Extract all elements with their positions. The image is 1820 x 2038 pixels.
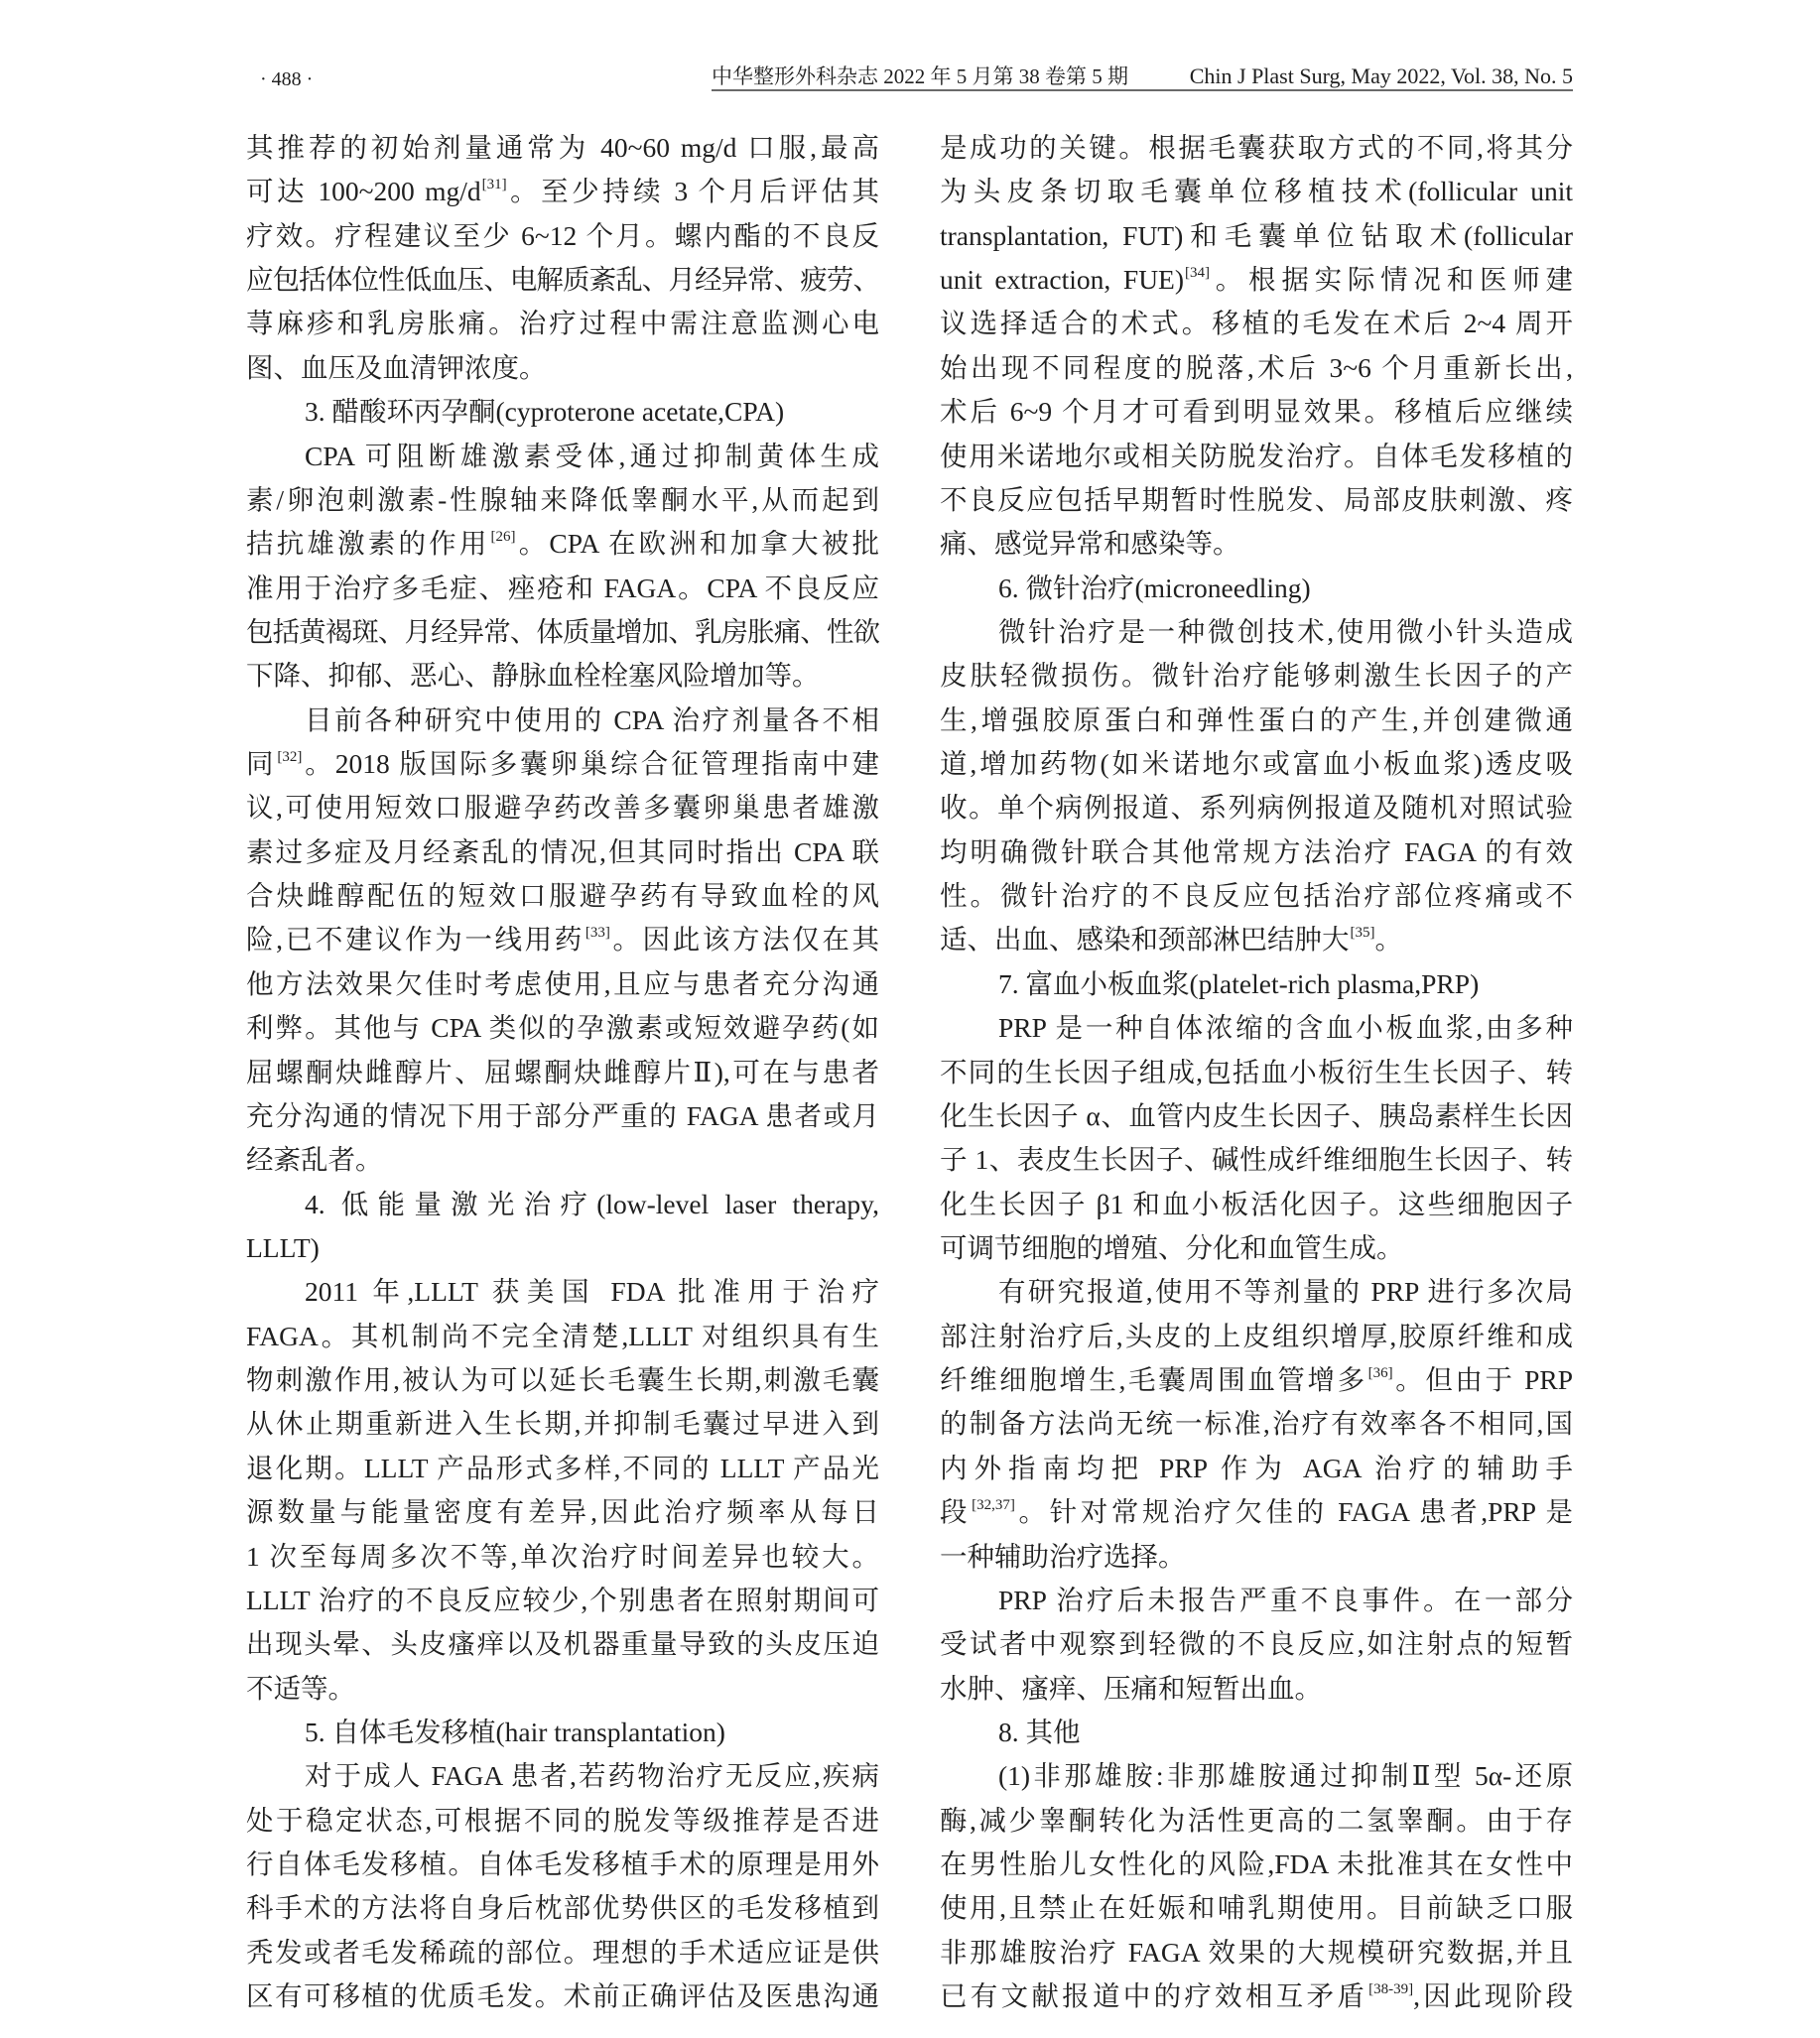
text-line bbox=[246, 302, 879, 345]
line-text: 准用于治疗多毛症、痤疮和 FAGA。CPA 不良反应 bbox=[246, 572, 879, 603]
left-column bbox=[246, 126, 879, 2018]
line-text: 6. 微针治疗(microneedling) bbox=[998, 572, 1311, 603]
paragraph bbox=[246, 1754, 879, 2018]
line-text: 收。单个病例报道、系列病例报道及随机对照试验 bbox=[940, 792, 1573, 824]
line-text: 议选择适合的术式。移植的毛发在术后 2~4 周开 bbox=[940, 308, 1573, 339]
text-line bbox=[940, 1711, 1573, 1754]
text-line bbox=[940, 830, 1573, 874]
line-text: 4. 低能量激光治疗(low-level laser therapy, bbox=[305, 1188, 879, 1219]
text-line bbox=[246, 1535, 879, 1579]
text-line bbox=[246, 126, 879, 170]
line-text: 有研究报道,使用不等剂量的 PRP 进行多次局 bbox=[998, 1276, 1573, 1308]
line-text: 性。微针治疗的不良反应包括治疗部位疼痛或不 bbox=[940, 880, 1573, 912]
line-text: 包括黄褐斑、月经异常、体质量增加、乳房胀痛、性欲 bbox=[246, 615, 879, 647]
line-text: 道,增加药物(如米诺地尔或富血小板血浆)透皮吸 bbox=[940, 748, 1573, 780]
text-line bbox=[940, 258, 1573, 302]
line-text: 。CPA 在欧洲和加拿大被批 bbox=[515, 528, 879, 560]
text-line bbox=[940, 1622, 1573, 1666]
line-text: 化生长因子 β1 和血小板活化因子。这些细胞因子 bbox=[940, 1188, 1573, 1219]
text-line bbox=[940, 1183, 1573, 1226]
line-text: 8. 其他 bbox=[998, 1716, 1081, 1747]
text-line bbox=[246, 962, 879, 1006]
citation-superscript: [32] bbox=[277, 749, 303, 766]
line-text: 从休止期重新进入生长期,并抑制毛囊过早进入到 bbox=[246, 1408, 879, 1440]
text-line bbox=[940, 1315, 1573, 1358]
text-line bbox=[246, 1183, 879, 1226]
section-heading bbox=[940, 567, 1573, 610]
text-line bbox=[246, 1051, 879, 1094]
line-text: ,因此现阶段 bbox=[1413, 1980, 1573, 2012]
text-line bbox=[246, 258, 879, 302]
line-text: 使用米诺地尔或相关防脱发治疗。自体毛发移植的 bbox=[940, 440, 1573, 471]
line-text: 一种辅助治疗选择。 bbox=[940, 1540, 1186, 1572]
text-line bbox=[940, 302, 1573, 345]
text-line bbox=[246, 1270, 879, 1314]
text-line bbox=[246, 1843, 879, 1886]
line-text: 。针对常规治疗欠佳的 FAGA 患者,PRP 是 bbox=[1014, 1496, 1573, 1528]
line-text: 。 bbox=[1374, 924, 1402, 955]
line-text: 可达 100~200 mg/d bbox=[246, 176, 481, 207]
text-line bbox=[940, 1358, 1573, 1402]
text-line bbox=[246, 786, 879, 829]
text-line bbox=[246, 1490, 879, 1534]
line-text: LLLT 治疗的不良反应较少,个别患者在照射期间可 bbox=[246, 1584, 879, 1615]
line-text: 段 bbox=[940, 1496, 972, 1528]
line-text: 。根据实际情况和医师建 bbox=[1210, 264, 1573, 296]
line-text: 不适等。 bbox=[246, 1672, 355, 1704]
line-text: 。至少持续 3 个月后评估其 bbox=[506, 176, 879, 207]
text-line bbox=[940, 1535, 1573, 1579]
citation-superscript: [26] bbox=[490, 529, 516, 546]
text-line bbox=[940, 786, 1573, 829]
text-line bbox=[940, 918, 1573, 961]
line-text: 1 次至每周多次不等,单次治疗时间差异也较大。 bbox=[246, 1540, 879, 1572]
line-text: 。但由于 PRP bbox=[1392, 1364, 1573, 1396]
line-text: unit extraction, FUE) bbox=[940, 264, 1185, 296]
line-text: 图、血压及血清钾浓度。 bbox=[246, 351, 547, 383]
text-line bbox=[246, 1447, 879, 1490]
line-text: 科手术的方法将自身后枕部优势供区的毛发移植到 bbox=[246, 1892, 879, 1924]
line-text: 生,增强胶原蛋白和弹性蛋白的产生,并创建微通 bbox=[940, 703, 1573, 735]
line-text: 在男性胎儿女性化的风险,FDA 未批准其在女性中 bbox=[940, 1848, 1573, 1880]
section-heading bbox=[940, 1711, 1573, 1754]
line-text: 其推荐的初始剂量通常为 40~60 mg/d 口服,最高 bbox=[246, 132, 879, 163]
line-text: 他方法效果欠佳时考虑使用,且应与患者充分沟通 bbox=[246, 967, 879, 999]
text-line bbox=[246, 1711, 879, 1754]
text-line bbox=[246, 742, 879, 786]
citation-superscript: [38-39] bbox=[1368, 1981, 1414, 1998]
text-line bbox=[940, 390, 1573, 434]
line-text: 退化期。LLLT 产品形式多样,不同的 LLLT 产品光 bbox=[246, 1452, 879, 1483]
line-text: 皮肤轻微损伤。微针治疗能够刺激生长因子的产 bbox=[940, 660, 1573, 692]
line-text: 。因此该方法仅在其 bbox=[609, 924, 879, 955]
text-line bbox=[940, 654, 1573, 698]
line-text: 险,已不建议作为一线用药 bbox=[246, 924, 585, 955]
section-heading bbox=[246, 1711, 879, 1754]
citation-superscript: [33] bbox=[585, 925, 610, 942]
text-line bbox=[246, 346, 879, 390]
line-text: 术后 6~9 个月才可看到明显效果。移植后应继续 bbox=[940, 396, 1573, 428]
paragraph bbox=[940, 1579, 1573, 1711]
line-text: 使用,且禁止在妊娠和哺乳期使用。目前缺乏口服 bbox=[940, 1892, 1573, 1924]
line-text: 微针治疗是一种微创技术,使用微小针头造成 bbox=[998, 615, 1573, 647]
text-line bbox=[940, 610, 1573, 654]
line-text: 目前各种研究中使用的 CPA 治疗剂量各不相 bbox=[305, 703, 879, 735]
line-text: 疗效。疗程建议至少 6~12 个月。螺内酯的不良反 bbox=[246, 219, 879, 251]
section-heading bbox=[246, 1183, 879, 1271]
line-text: 不良反应包括早期暂时性脱发、局部皮肤刺激、疼 bbox=[940, 483, 1573, 515]
line-text: 化生长因子 α、血管内皮生长因子、胰岛素样生长因 bbox=[940, 1099, 1573, 1131]
text-line bbox=[246, 1358, 879, 1402]
text-line bbox=[940, 1886, 1573, 1930]
line-text: (1)非那雄胺:非那雄胺通过抑制Ⅱ型 5α-还原 bbox=[998, 1760, 1573, 1792]
paragraph bbox=[246, 1270, 879, 1711]
citation-superscript: [36] bbox=[1367, 1365, 1393, 1382]
paragraph bbox=[940, 610, 1573, 962]
paragraph bbox=[246, 699, 879, 1183]
text-line bbox=[246, 874, 879, 918]
text-line bbox=[940, 1931, 1573, 1974]
line-text: 7. 富血小板血浆(platelet-rich plasma,PRP) bbox=[998, 967, 1480, 999]
text-line bbox=[246, 1094, 879, 1138]
text-line bbox=[940, 522, 1573, 566]
text-line bbox=[246, 1754, 879, 1798]
line-text: 内外指南均把 PRP 作为 AGA 治疗的辅助手 bbox=[940, 1452, 1573, 1483]
text-line bbox=[940, 699, 1573, 742]
line-text: 始出现不同程度的脱落,术后 3~6 个月重新长出, bbox=[940, 351, 1573, 383]
text-line bbox=[246, 1006, 879, 1050]
line-text: 素/卵泡刺激素-性腺轴来降低睾酮水平,从而起到 bbox=[246, 483, 879, 515]
line-text: CPA 可阻断雄激素受体,通过抑制黄体生成 bbox=[305, 440, 879, 471]
text-line bbox=[246, 918, 879, 961]
text-line bbox=[246, 654, 879, 698]
text-line bbox=[246, 1931, 879, 1974]
paragraph bbox=[940, 1006, 1573, 1270]
journal-title-cn: 中华整形外科杂志 2022 年 5 月第 38 卷第 5 期 bbox=[712, 64, 1128, 88]
line-text: 是成功的关键。根据毛囊获取方式的不同,将其分 bbox=[940, 132, 1573, 163]
line-text: 拮抗雄激素的作用 bbox=[246, 528, 490, 560]
text-line bbox=[940, 126, 1573, 170]
text-line bbox=[940, 1974, 1573, 2018]
text-line bbox=[940, 346, 1573, 390]
line-text: 区有可移植的优质毛发。术前正确评估及医患沟通 bbox=[246, 1980, 879, 2012]
line-text: FAGA。其机制尚不完全清楚,LLLT 对组织具有生 bbox=[246, 1320, 879, 1351]
line-text: 素过多症及月经紊乱的情况,但其同时指出 CPA 联 bbox=[246, 835, 879, 867]
text-line bbox=[246, 1138, 879, 1182]
line-text: 同 bbox=[246, 748, 277, 780]
line-text: 的制备方法尚无统一标准,治疗有效率各不相同,国 bbox=[940, 1408, 1573, 1440]
text-line bbox=[246, 1315, 879, 1358]
text-line bbox=[246, 1799, 879, 1843]
line-text: 子 1、表皮生长因子、碱性成纤维细胞生长因子、转 bbox=[940, 1144, 1573, 1176]
text-line bbox=[940, 1138, 1573, 1182]
citation-superscript: [31] bbox=[481, 177, 507, 193]
text-line bbox=[940, 962, 1573, 1006]
text-line bbox=[246, 567, 879, 610]
line-text: 已有文献报道中的疗效相互矛盾 bbox=[940, 1980, 1368, 2012]
text-line bbox=[940, 1667, 1573, 1711]
line-text: 2011 年,LLLT 获美国 FDA 批准用于治疗 bbox=[305, 1276, 879, 1308]
page-number: · 488 · bbox=[260, 68, 314, 90]
text-line bbox=[940, 874, 1573, 918]
text-line bbox=[940, 1051, 1573, 1094]
text-line bbox=[940, 1006, 1573, 1050]
line-text: 对于成人 FAGA 患者,若药物治疗无反应,疾病 bbox=[305, 1760, 879, 1792]
line-text: 荨麻疹和乳房胀痛。治疗过程中需注意监测心电 bbox=[246, 308, 879, 339]
line-text: 物刺激作用,被认为可以延长毛囊生长期,刺激毛囊 bbox=[246, 1364, 879, 1396]
text-line bbox=[246, 390, 879, 434]
text-line bbox=[940, 1226, 1573, 1270]
line-text: 利弊。其他与 CPA 类似的孕激素或短效避孕药(如 bbox=[246, 1012, 879, 1044]
text-line bbox=[246, 699, 879, 742]
line-text: 痛、感觉异常和感染等。 bbox=[940, 528, 1240, 560]
line-text: 为头皮条切取毛囊单位移植技术(follicular unit bbox=[940, 176, 1573, 207]
text-line bbox=[940, 1490, 1573, 1534]
text-line bbox=[940, 214, 1573, 258]
line-text: 3. 醋酸环丙孕酮(cyproterone acetate,CPA) bbox=[305, 396, 785, 428]
text-line bbox=[940, 1402, 1573, 1446]
text-line bbox=[246, 1622, 879, 1666]
text-line bbox=[246, 1579, 879, 1622]
text-line bbox=[246, 1974, 879, 2018]
line-text: 适、出血、感染和颈部淋巴结肿大 bbox=[940, 924, 1350, 955]
text-line bbox=[246, 478, 879, 522]
line-text: 纤维细胞增生,毛囊周围血管增多 bbox=[940, 1364, 1367, 1396]
text-line bbox=[940, 1447, 1573, 1490]
line-text: 酶,减少睾酮转化为活性更高的二氢睾酮。由于存 bbox=[940, 1804, 1573, 1836]
citation-superscript: [35] bbox=[1350, 925, 1375, 942]
text-line bbox=[246, 1226, 879, 1270]
citation-superscript: [34] bbox=[1185, 265, 1211, 282]
line-text: 行自体毛发移植。自体毛发移植手术的原理是用外 bbox=[246, 1848, 879, 1880]
line-text: 非那雄胺治疗 FAGA 效果的大规模研究数据,并且 bbox=[940, 1936, 1573, 1968]
text-line bbox=[246, 1667, 879, 1711]
paragraph bbox=[940, 1270, 1573, 1579]
running-header bbox=[712, 64, 1573, 91]
line-text: 应包括体位性低血压、电解质紊乱、月经异常、疲劳、 bbox=[246, 264, 879, 296]
line-text: 下降、抑郁、恶心、静脉血栓栓塞风险增加等。 bbox=[246, 660, 820, 692]
line-text: 合炔雌醇配伍的短效口服避孕药有导致血栓的风 bbox=[246, 880, 879, 912]
text-line bbox=[940, 1799, 1573, 1843]
right-column bbox=[940, 126, 1573, 2018]
text-line bbox=[940, 1843, 1573, 1886]
text-line bbox=[246, 522, 879, 566]
section-heading bbox=[940, 962, 1573, 1006]
text-line bbox=[246, 1886, 879, 1930]
text-line bbox=[246, 830, 879, 874]
text-line bbox=[940, 1270, 1573, 1314]
text-line bbox=[246, 610, 879, 654]
text-line bbox=[246, 435, 879, 478]
line-text: 议,可使用短效口服避孕药改善多囊卵巢患者雄激 bbox=[246, 792, 879, 824]
section-heading bbox=[246, 390, 879, 434]
text-line bbox=[940, 1754, 1573, 1798]
line-text: 处于稳定状态,可根据不同的脱发等级推荐是否进 bbox=[246, 1804, 879, 1836]
line-text: 水肿、瘙痒、压痛和短暂出血。 bbox=[940, 1672, 1322, 1704]
line-text: 出现头晕、头皮瘙痒以及机器重量导致的头皮压迫 bbox=[246, 1628, 879, 1660]
text-line bbox=[940, 742, 1573, 786]
line-text: 充分沟通的情况下用于部分严重的 FAGA 患者或月 bbox=[246, 1099, 879, 1131]
text-line bbox=[940, 1579, 1573, 1622]
paragraph bbox=[940, 1754, 1573, 2018]
line-text: 部注射治疗后,头皮的上皮组织增厚,胶原纤维和成 bbox=[940, 1320, 1573, 1351]
line-text: 源数量与能量密度有差异,因此治疗频率从每日 bbox=[246, 1496, 879, 1528]
line-text: LLLT) bbox=[246, 1231, 320, 1263]
line-text: transplantation, FUT)和毛囊单位钻取术(follicular bbox=[940, 219, 1573, 251]
paragraph bbox=[940, 126, 1573, 567]
text-line bbox=[246, 1402, 879, 1446]
line-text: 不同的生长因子组成,包括血小板衍生生长因子、转 bbox=[940, 1056, 1573, 1087]
line-text: 均明确微针联合其他常规方法治疗 FAGA 的有效 bbox=[940, 835, 1573, 867]
text-line bbox=[246, 170, 879, 213]
text-line bbox=[940, 435, 1573, 478]
paragraph bbox=[246, 126, 879, 390]
line-text: 。2018 版国际多囊卵巢综合征管理指南中建 bbox=[302, 748, 879, 780]
citation-superscript: [32,37] bbox=[972, 1497, 1015, 1514]
paragraph bbox=[246, 435, 879, 699]
text-line bbox=[246, 214, 879, 258]
line-text: PRP 治疗后未报告严重不良事件。在一部分 bbox=[998, 1584, 1573, 1615]
line-text: 秃发或者毛发稀疏的部位。理想的手术适应证是供 bbox=[246, 1936, 879, 1968]
line-text: 经紊乱者。 bbox=[246, 1144, 383, 1176]
journal-citation-en: Chin J Plast Surg, May 2022, Vol. 38, No. 5 bbox=[1189, 64, 1573, 88]
text-line bbox=[940, 170, 1573, 213]
text-line bbox=[940, 567, 1573, 610]
line-text: 屈螺酮炔雌醇片、屈螺酮炔雌醇片Ⅱ),可在与患者 bbox=[246, 1056, 879, 1087]
line-text: 可调节细胞的增殖、分化和血管生成。 bbox=[940, 1231, 1404, 1263]
line-text: 受试者中观察到轻微的不良反应,如注射点的短暂 bbox=[940, 1628, 1573, 1660]
text-line bbox=[940, 478, 1573, 522]
line-text: PRP 是一种自体浓缩的含血小板血浆,由多种 bbox=[998, 1012, 1573, 1044]
line-text: 5. 自体毛发移植(hair transplantation) bbox=[305, 1716, 725, 1747]
text-line bbox=[940, 1094, 1573, 1138]
